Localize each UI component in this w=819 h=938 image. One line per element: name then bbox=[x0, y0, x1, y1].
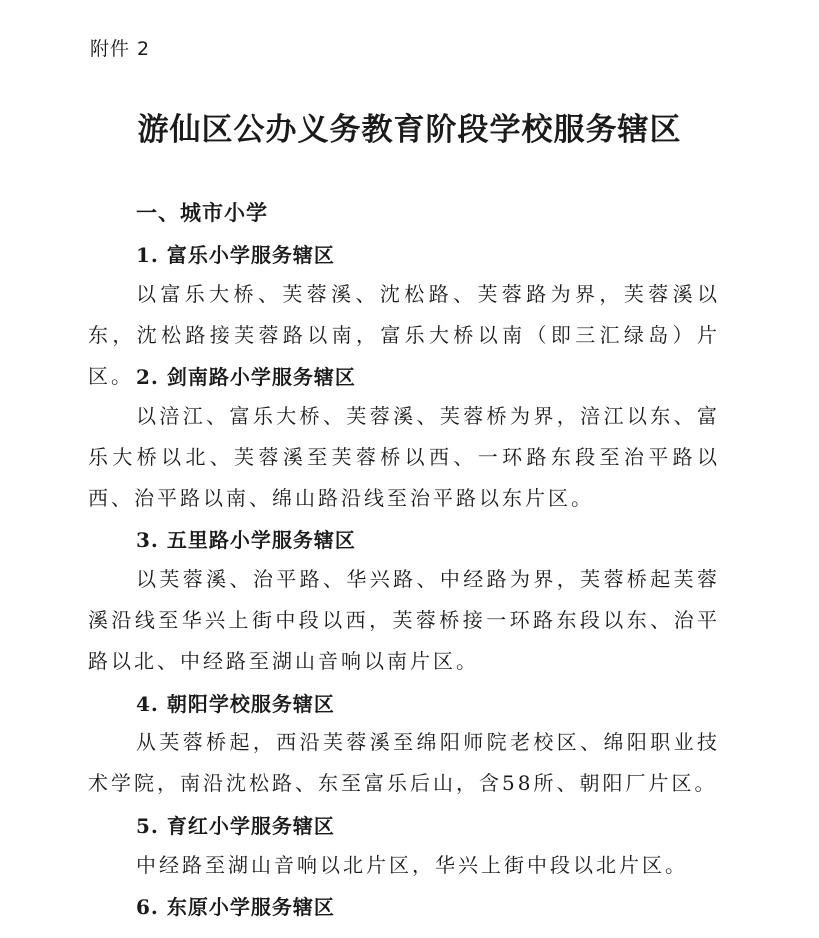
document-title: 游仙区公办义务教育阶段学校服务辖区 bbox=[137, 112, 682, 148]
zone-heading: 2. 剑南路小学服务辖区 bbox=[136, 365, 356, 389]
zone-heading: 1. 富乐小学服务辖区 bbox=[136, 243, 335, 267]
zone-description: 以富乐大桥、芙蓉溪、沈松路、芙蓉路为界，芙蓉溪以东，沈松路接芙蓉路以南，富乐大桥以南（即三汇绿岛）片区。 bbox=[88, 282, 720, 388]
zone-heading: 4. 朝阳学校服务辖区 bbox=[136, 692, 335, 716]
zone-description: 中经路至湖山音响以北片区，华兴上街中段以北片区。 bbox=[136, 853, 688, 877]
zone-description: 从芙蓉桥起，西沿芙蓉溪至绵阳师院老校区、绵阳职业技术学院，南沿沈松路、东至富乐后山，含58所、朝阳厂片区。 bbox=[88, 730, 720, 795]
zone-description: 以芙蓉溪、治平路、华兴路、中经路为界，芙蓉桥起芙蓉溪沿线至华兴上街中段以西，芙蓉桥接一环路东段以东、治平路以北、中经路至湖山音响以南片区。 bbox=[88, 567, 720, 673]
zone-heading: 6. 东原小学服务辖区 bbox=[136, 895, 335, 919]
attachment-label: 附件 2 bbox=[90, 38, 151, 60]
zone-heading: 3. 五里路小学服务辖区 bbox=[136, 528, 356, 552]
zone-heading: 5. 育红小学服务辖区 bbox=[136, 814, 335, 838]
section-heading: 一、城市小学 bbox=[136, 200, 268, 225]
zone-description: 以涪江、富乐大桥、芙蓉溪、芙蓉桥为界，涪江以东、富乐大桥以北、芙蓉溪至芙蓉桥以西、一环路东段至治平路以西、治平路以南、绵山路沿线至治平路以东片区。 bbox=[88, 404, 720, 510]
